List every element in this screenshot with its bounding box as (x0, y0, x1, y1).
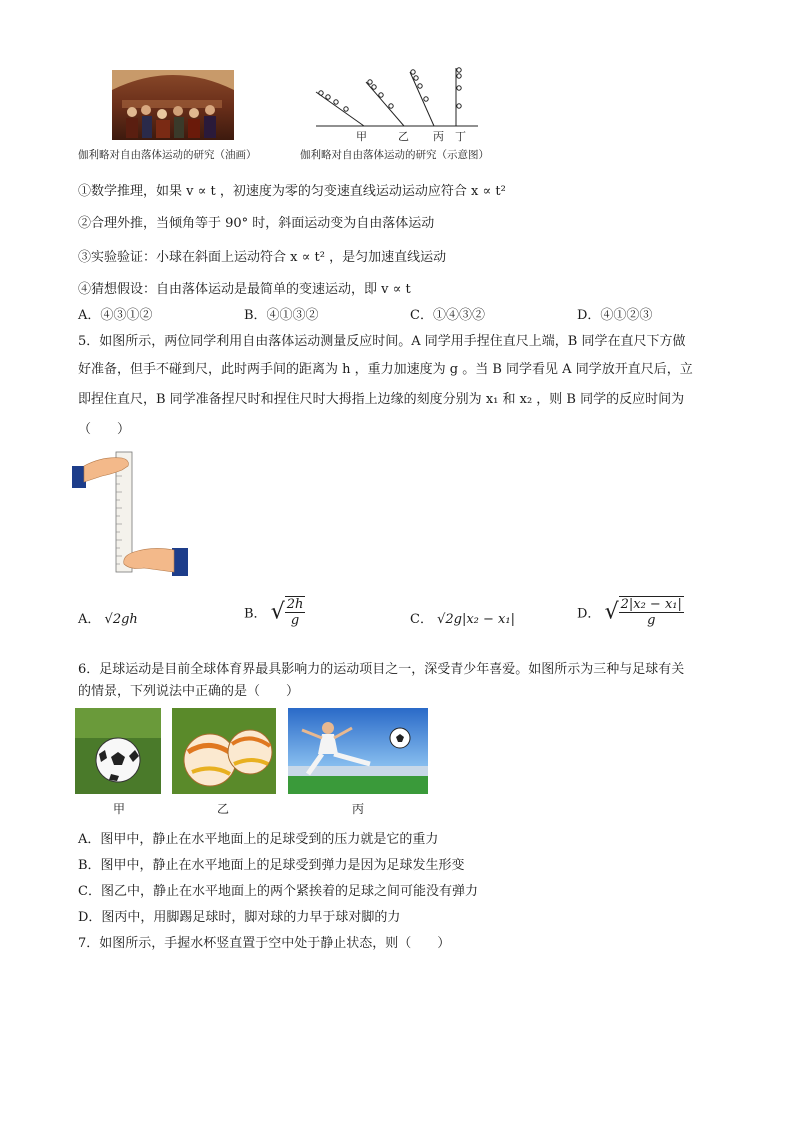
diagram-label-jia: 甲 (356, 130, 367, 143)
q6-option-a: A．图甲中，静止在水平地面上的足球受到的压力就是它的重力 (78, 832, 439, 847)
diagram-label-yi: 乙 (398, 130, 409, 143)
photo-label-bing: 丙 (352, 802, 365, 816)
q4-option-a: A．④③①② (78, 308, 153, 323)
q6-text-line2: 的情景，下列说法中正确的是（ ） (78, 684, 300, 699)
q5-option-d-denominator: g (647, 613, 656, 628)
q5-option-a-formula: √2gh (104, 612, 138, 627)
q5-option-c-label: C． (410, 612, 433, 627)
diagram-label-bing: 丙 (433, 130, 444, 143)
q5-option-b-numerator: 2h (286, 597, 304, 612)
q4-option-c: C．①④③② (410, 308, 485, 323)
q5-option-d: D． √ $\frac{\text{2|x₂ − x₁|}}{g}$ (577, 597, 682, 628)
q5-option-a-label: A． (78, 612, 101, 627)
q5-option-b-label: B． (244, 606, 267, 622)
football-photo-bing (288, 708, 428, 794)
q7-text-line1: 7．如图所示，手握水杯竖直置于空中处于静止状态，则（ ） (78, 936, 451, 951)
statement-4: ④猜想假设：自由落体运动是最简单的变速运动，即 v ∝ t (78, 282, 411, 297)
q6-option-d: D．图丙中，用脚踢足球时，脚对球的力早于球对脚的力 (78, 910, 401, 925)
q5-text-line1: 5．如图所示，两位同学利用自由落体运动测量反应时间。A 同学用手捏住直尺上端，B 同学在直尺下方做 (78, 334, 686, 349)
q6-option-c: C．图乙中，静止在水平地面上的两个紧挨着的足球之间可能没有弹力 (78, 884, 478, 899)
q5-answer-paren: （ ） (78, 422, 131, 437)
q5-option-b: B． √ $\frac{2h}{g}$ (244, 597, 304, 628)
q4-option-b: B．④①③② (244, 308, 319, 323)
q5-option-a (78, 608, 138, 627)
q5-option-b-denominator: g (290, 613, 300, 628)
photo-label-jia: 甲 (113, 802, 126, 816)
q5-option-c-formula: √2g|x₂ − x₁| (437, 612, 515, 627)
figure-caption-schematic: 伽利略对自由落体运动的研究（示意图） (300, 149, 489, 161)
q4-option-d: D．④①②③ (577, 308, 653, 323)
q6-text-line1: 6．足球运动是目前全球体育界最具影响力的运动项目之一，深受青少年喜爱。如图所示为三种与足球有关 (78, 662, 685, 677)
q5-option-d-label: D． (577, 606, 601, 622)
football-photo-yi (172, 708, 276, 794)
q5-option-c (410, 608, 515, 627)
ruler-reaction-figure (72, 448, 188, 580)
q5-option-d-numerator: 2|x₂ − x₁| (620, 597, 682, 612)
oil-painting-image (112, 70, 234, 140)
statement-3: ③实验验证：小球在斜面上运动符合 x ∝ t² ，是匀加速直线运动 (78, 250, 447, 265)
statement-1: ①数学推理，如果 v ∝ t ，初速度为零的匀变速直线运动运动应符合 x ∝ t² (78, 184, 506, 199)
q6-option-b: B．图甲中，静止在水平地面上的足球受到弹力是因为足球发生形变 (78, 858, 465, 873)
statement-2: ②合理外推，当倾角等于 90° 时，斜面运动变为自由落体运动 (78, 216, 435, 231)
figure-caption-oil-painting: 伽利略对自由落体运动的研究（油画） (78, 149, 257, 161)
photo-label-yi: 乙 (217, 802, 230, 816)
diagram-label-ding: 丁 (455, 130, 466, 143)
q5-text-line2: 好准备，但手不碰到尺，此时两手间的距离为 h ，重力加速度为 g 。当 B 同学看见 A 同学放开直尺后，立 (78, 362, 693, 377)
q5-text-line3: 即捏住直尺，B 同学准备捏尺时和捏住尺时大拇指上边缘的刻度分别为 x₁ 和 x₂ ，则 B 同学的反应时间为 (78, 392, 685, 407)
football-photo-jia (75, 708, 161, 794)
